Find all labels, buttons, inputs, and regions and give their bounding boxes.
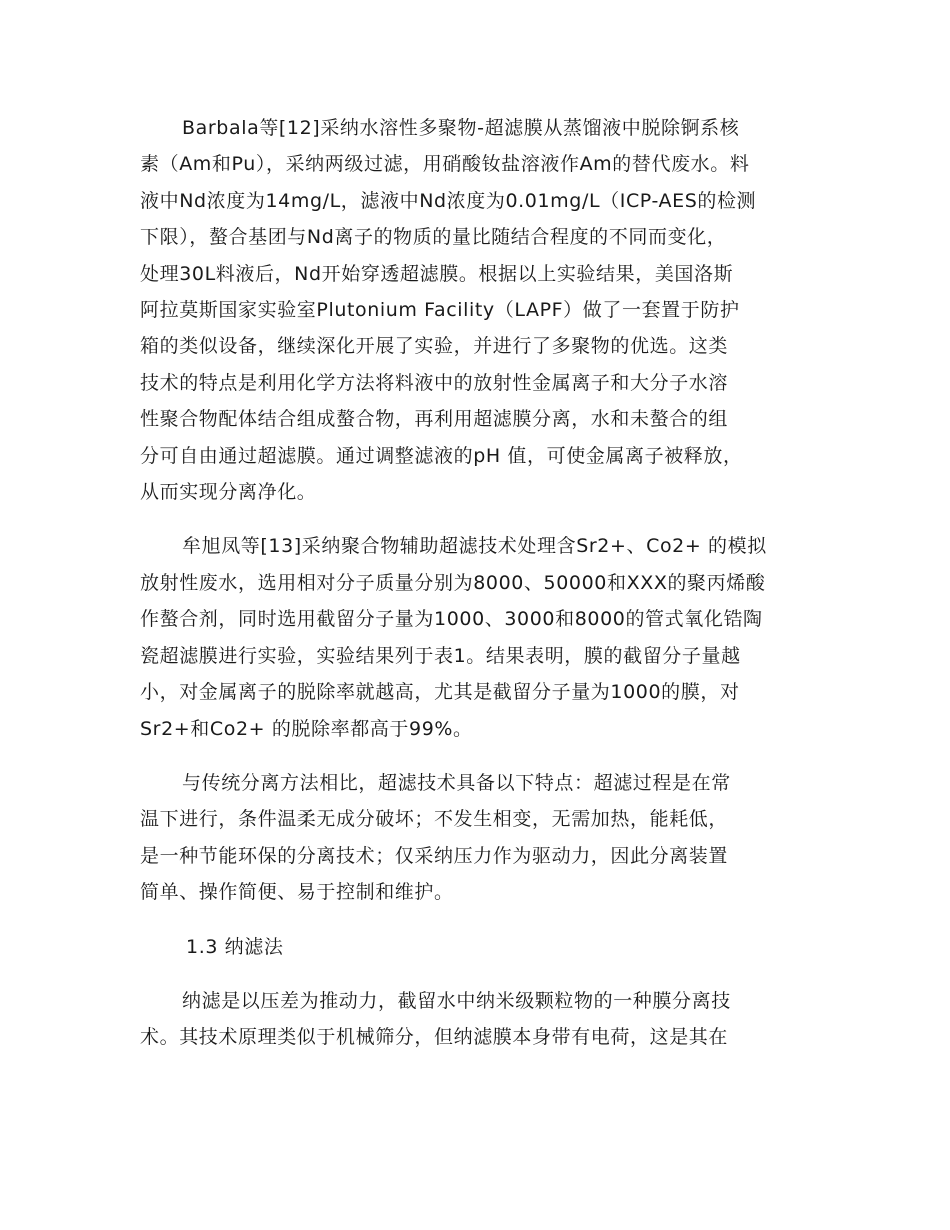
section-heading: 1.3 纳滤法 — [186, 935, 284, 958]
text-line: 简单、操作简便、易于控制和维护。 — [140, 881, 454, 904]
text-line: 处理30L料液后，Nd开始穿透超滤膜。根据以上实验结果，美国洛斯 — [140, 262, 734, 285]
text-line: 放射性废水，选用相对分子质量分别为8000、50000和XXX的聚丙烯酸 — [140, 571, 766, 594]
text-line: 下限），螯合基团与Nd离子的物质的量比随结合程度的不同而变化， — [140, 226, 727, 249]
text-line: 牟旭凤等[13]采纳聚合物辅助超滤技术处理含Sr2+、Co2+ 的模拟 — [182, 535, 767, 558]
text-line: Sr2+和Co2+ 的脱除率都高于99%。 — [140, 717, 473, 740]
text-line: 纳滤是以压差为推动力，截留水中纳米级颗粒物的一种膜分离技 — [182, 989, 731, 1012]
text-line: 是一种节能环保的分离技术；仅采纳压力作为驱动力，因此分离装置 — [140, 844, 729, 867]
text-line: 箱的类似设备，继续深化开展了实验，并进行了多聚物的优选。这类 — [140, 335, 729, 358]
text-line: 分可自由通过超滤膜。通过调整滤液的pH 值，可使金属离子被释放， — [140, 444, 743, 467]
paragraph-nanofiltration — [140, 983, 810, 1056]
text-line: 作螯合剂，同时选用截留分子量为1000、3000和8000的管式氧化锆陶 — [140, 608, 763, 631]
text-line: 术。其技术原理类似于机械筛分，但纳滤膜本身带有电荷，这是其在 — [140, 1026, 729, 1049]
paragraph-barbala — [140, 110, 810, 510]
text-line: Barbala等[12]采纳水溶性多聚物-超滤膜从蒸馏液中脱除锕系核 — [182, 117, 740, 139]
text-line: 液中Nd浓度为14mg/L，滤液中Nd浓度为0.01mg/L（ICP-AES的检测 — [140, 189, 757, 212]
text-line: 与传统分离方法相比，超滤技术具备以下特点：超滤过程是在常 — [182, 771, 731, 794]
text-line: 阿拉莫斯国家实验室Plutonium Facility（LAPF）做了一套置于防护 — [140, 299, 740, 322]
paragraph-mou-xufeng — [140, 528, 810, 746]
text-line: 从而实现分离净化。 — [140, 481, 317, 504]
text-line: 瓷超滤膜进行实验，实验结果列于表1。结果表明，膜的截留分子量越 — [140, 644, 741, 667]
text-line: 技术的特点是利用化学方法将料液中的放射性金属离子和大分子水溶 — [140, 371, 729, 394]
text-line: 温下进行，条件温柔无成分破坏；不发生相变，无需加热，能耗低， — [140, 808, 729, 831]
text-line: 性聚合物配体结合组成螯合物，再利用超滤膜分离，水和未螯合的组 — [140, 408, 729, 431]
text-line: 小，对金属离子的脱除率就越高，尤其是截留分子量为1000的膜，对 — [140, 681, 740, 704]
paragraph-ultrafiltration-features — [140, 765, 810, 911]
document-body — [140, 110, 810, 1074]
text-line: 素（Am和Pu），采纳两级过滤，用硝酸钕盐溶液作Am的替代废水。料 — [140, 153, 750, 176]
